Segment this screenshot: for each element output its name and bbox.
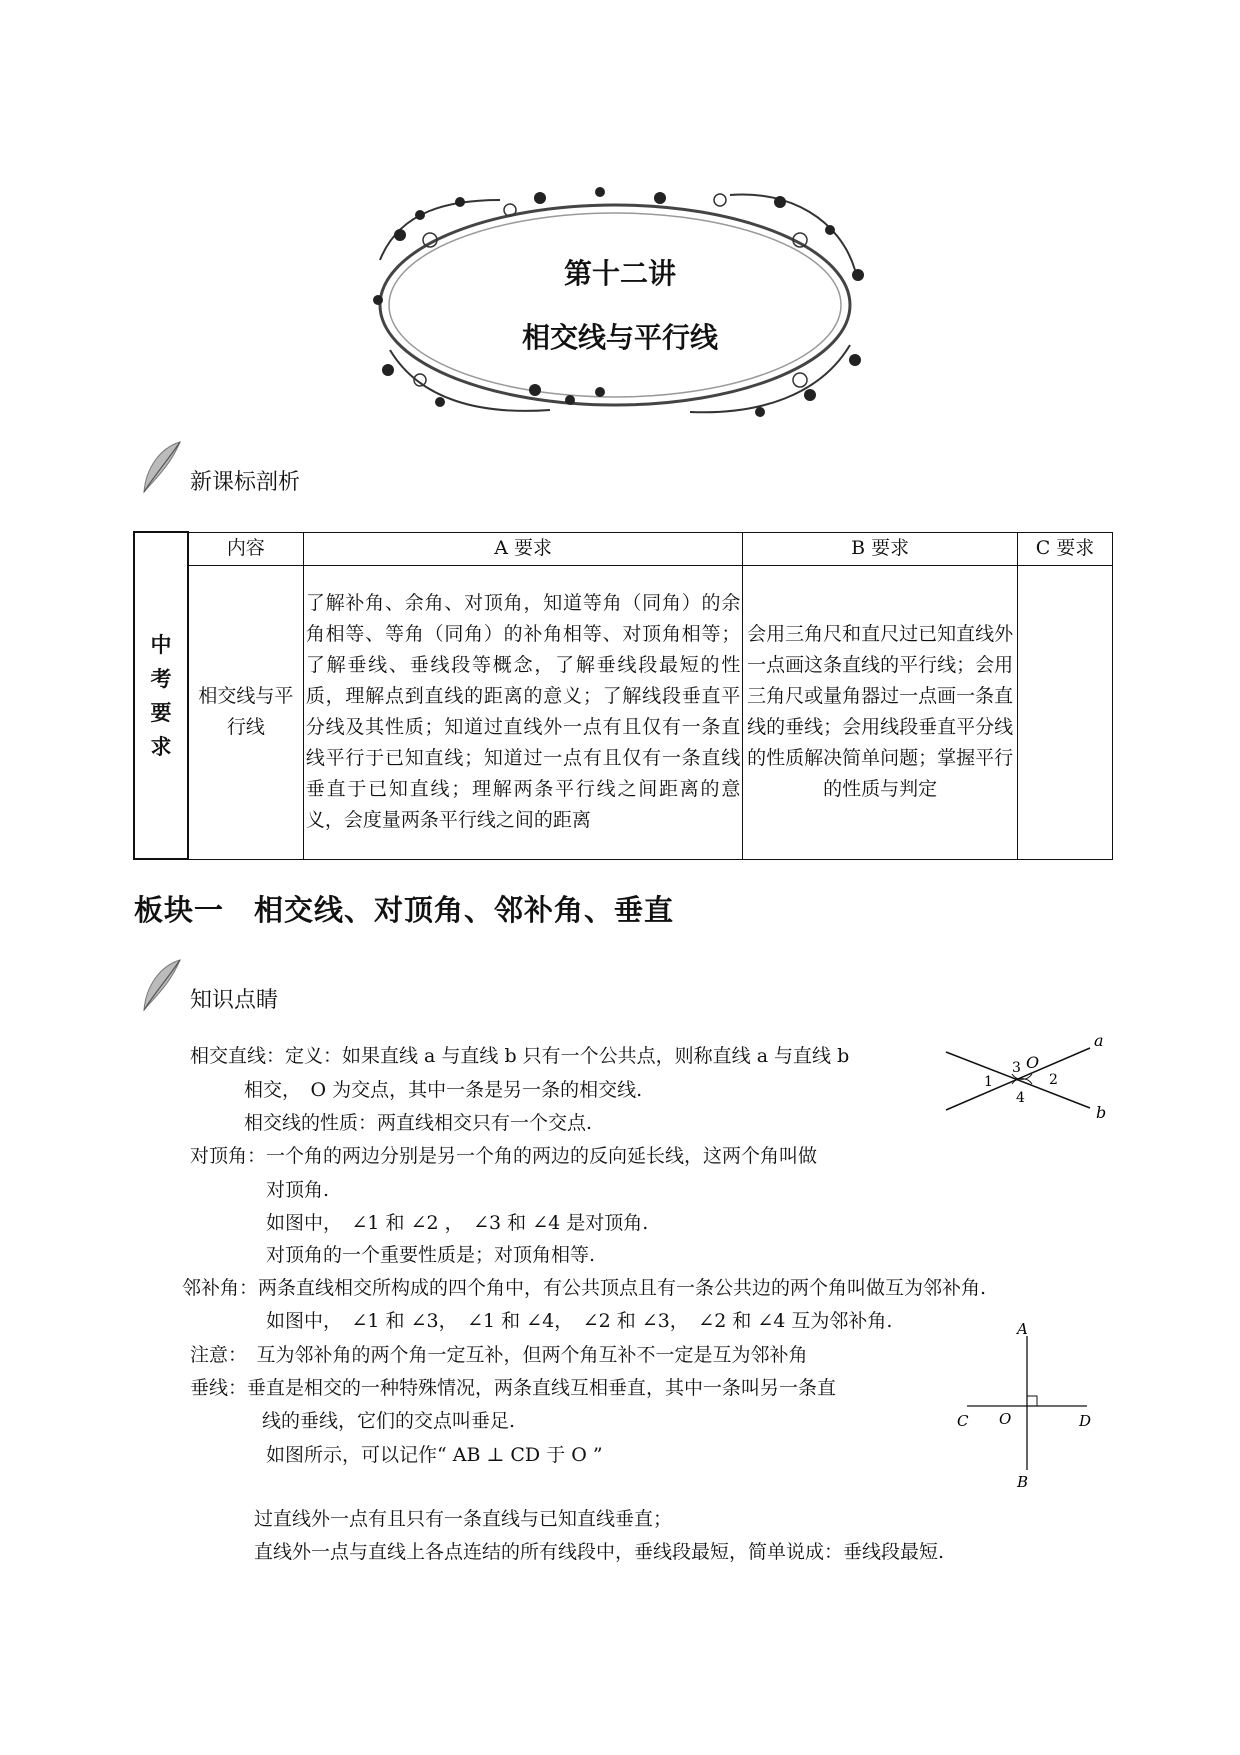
section-title: 新课标剖析: [190, 470, 301, 495]
text-line: 注意： 互为邻补角的两个角一定互补，但两个角互补不一定是互为邻补角: [190, 1344, 808, 1366]
header-a: A 要求: [303, 532, 743, 565]
quill-icon: [140, 958, 184, 1014]
table-side-label: [134, 532, 188, 859]
side-char: 中: [150, 632, 172, 657]
intersecting-lines-figure: [940, 1030, 1120, 1120]
text-line: 如图中， ∠1 和 ∠3， ∠1 和 ∠4， ∠2 和 ∠3， ∠2 和 ∠4 互为邻补角.: [266, 1310, 893, 1332]
label-A: A: [1017, 1320, 1028, 1338]
label-a: a: [1094, 1031, 1104, 1050]
label-O: O: [999, 1410, 1012, 1428]
label-D: D: [1079, 1412, 1092, 1430]
text-line: 对顶角的一个重要性质是；对顶角相等.: [266, 1244, 596, 1266]
angle-1: 1: [984, 1074, 993, 1090]
text-line: 邻补角：两条直线相交所构成的四个角中，有公共顶点且有一条公共边的两个角叫做互为邻补角.: [182, 1277, 987, 1299]
section-header-curriculum: [140, 440, 300, 496]
text-line: 如图中， ∠1 和 ∠2 ， ∠3 和 ∠4 是对顶角.: [266, 1212, 649, 1234]
header-content: 内容: [188, 532, 303, 565]
row-c-requirement: [1018, 565, 1113, 859]
text-line: 如图所示，可以记作“ AB ⊥ CD 于 O ”: [266, 1444, 603, 1466]
text-line: 过直线外一点有且只有一条直线与已知直线垂直；: [254, 1508, 673, 1530]
title-ornament-frame: [360, 180, 870, 430]
row-content: 相交线与平行线: [188, 565, 303, 859]
side-char: 求: [150, 734, 172, 759]
text-line: 相交， O 为交点，其中一条是另一条的相交线.: [244, 1079, 643, 1101]
angle-3: 3: [1012, 1060, 1021, 1076]
quill-icon: [140, 440, 184, 496]
side-char: 要: [150, 700, 172, 725]
text-line: 对顶角.: [266, 1179, 330, 1201]
label-b: b: [1096, 1103, 1107, 1120]
lecture-number: 第十二讲: [563, 257, 676, 290]
lecture-title: 相交线与平行线: [521, 321, 718, 354]
header-c: C 要求: [1018, 532, 1113, 565]
label-C: C: [957, 1412, 969, 1430]
perpendicular-lines-figure: [955, 1320, 1105, 1490]
section-header-knowledge: [140, 958, 278, 1014]
text-line: 相交线的性质：两直线相交只有一个交点.: [244, 1112, 593, 1134]
right-angle-mark: [1027, 1396, 1037, 1406]
text-line: 对顶角：一个角的两边分别是另一个角的两边的反向延长线，这两个角叫做: [190, 1145, 818, 1167]
section-title: 知识点睛: [190, 988, 279, 1013]
angle-2: 2: [1049, 1072, 1058, 1088]
text-line: 线的垂线，它们的交点叫垂足.: [262, 1410, 516, 1432]
text-line: 垂线：垂直是相交的一种特殊情况，两条直线互相垂直，其中一条叫另一条直: [190, 1377, 837, 1399]
requirements-table: [133, 531, 1113, 860]
label-B: B: [1017, 1473, 1029, 1490]
row-a-requirement: 了解补角、余角、对顶角，知道等角（同角）的余角相等、等角（同角）的补角相等、对顶角相等；了解垂线、垂线段等概念，了解垂线段最短的性质，理解点到直线的距离的意义；了解线段垂直平分线及其性质；知道过直线外一点有且仅有一条直线平行于已知直线；知道过一点有且仅有一条直线垂直于已知直线；理解两条平行线之间距离的意义，会度量两条平行线之间的距离: [303, 565, 743, 859]
angle-4: 4: [1016, 1090, 1025, 1106]
module-heading: 板块一 相交线、对顶角、邻补角、垂直: [134, 893, 675, 927]
header-b: B 要求: [743, 532, 1018, 565]
side-char: 考: [150, 666, 172, 691]
text-line: 相交直线：定义：如果直线 a 与直线 b 只有一个公共点，则称直线 a 与直线 b: [190, 1045, 850, 1067]
row-b-requirement: 会用三角尺和直尺过已知直线外一点画这条直线的平行线；会用三角尺或量角器过一点画一条直线的垂线；会用线段垂直平分线的性质解决简单问题；掌握平行的性质与判定: [743, 565, 1018, 859]
label-o: O: [1026, 1053, 1040, 1072]
text-line: 直线外一点与直线上各点连结的所有线段中，垂线段最短，简单说成：垂线段最短.: [254, 1541, 945, 1563]
